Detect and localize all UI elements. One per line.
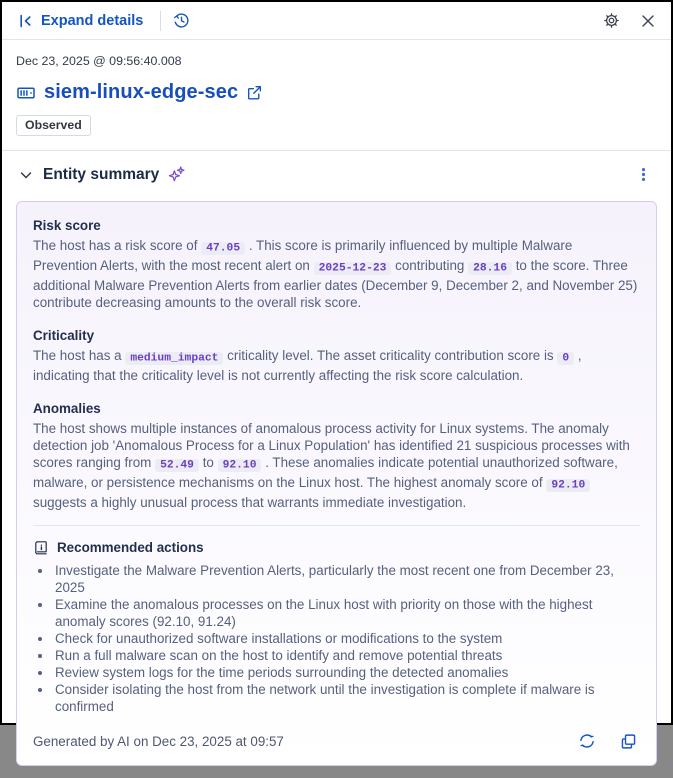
inline-code-value: 92.10 [546,479,590,492]
inline-code-value: 28.16 [468,262,512,275]
inline-code-value: 0 [557,352,574,365]
footer-icons [575,729,640,753]
entity-title-row [16,81,657,104]
section-heading: Criticality [33,328,95,343]
observed-badge: Observed [16,115,91,136]
expand-details-label: Expand details [41,12,144,29]
section-heading: Anomalies [33,401,101,416]
flyout-content [2,40,671,778]
ai-summary-panel [16,201,657,766]
entity-summary-title: Entity summary [43,165,160,183]
section-paragraph: The host has a medium_impact criticality level. The asset criticality contribution score is 0 , indicating that the criticality level is not currently affecting the risk score calculation. [33,348,582,383]
recommended-actions-header [33,539,640,556]
refresh-icon[interactable] [575,729,599,753]
section-paragraph: The host has a risk score of 47.05 . This score is primarily influenced by multiple Malware Prevention Alerts, with the most recent alert on 2025-12-23 contributing 28.16 to the score. Three additional Malware Prevention Alerts from earlier dates (December 9, December 2, and November 25) contribute decreasing amounts to the overall risk score. [33,238,638,310]
panel-footer [33,715,640,753]
recommended-action-item: • Investigate the Malware Prevention Alerts, particularly the most recent one from December 23, 2025 [53,562,640,596]
summary-sections [33,217,640,511]
entity-timestamp: Dec 23, 2025 @ 09:56:40.008 [16,54,182,68]
section-paragraph: The host shows multiple instances of anomalous process activity for Linux systems. The anomaly detection job 'Anomalous Process for a Linux Population' has identified 21 suspicious processes with scores ranging from 52.49 to 92.10 . These anomalies indicate potential unauthorized software, malware, or persistence mechanisms on the Linux host. The highest anomaly score of 92.10 suggests a highly unusual process that warrants immediate investigation. [33,421,630,510]
inline-code-value: 52.49 [155,459,199,472]
section-divider [2,150,671,151]
close-icon[interactable] [637,10,659,32]
inline-code-value: medium_impact [125,352,223,365]
inline-code-value: 92.10 [218,459,262,472]
recommended-action-item: • Examine the anomalous processes on the Linux host with priority on those with the highest anomaly scores (92.10, 91.24) [53,596,640,630]
storage-icon [16,83,36,103]
panel-divider [33,525,640,526]
section-heading: Risk score [33,218,101,233]
gear-icon[interactable] [600,9,623,32]
generated-by-ai-text: Generated by AI on Dec 23, 2025 at 09:57 [33,733,284,749]
expand-details-button[interactable] [10,9,151,33]
flyout-toolbar [2,2,671,40]
inline-code-value: 47.05 [201,242,245,255]
recommended-actions-title: Recommended actions [57,540,204,555]
recommended-action-item: • Review system logs for the time periods surrounding the detected anomalies [53,664,640,681]
sparkles-icon [167,165,186,184]
recommended-action-item: • Consider isolating the host from the network until the investigation is complete if malware is confirmed [53,681,640,715]
popout-icon[interactable] [246,84,263,101]
recommended-action-item: • Run a full malware scan on the host to identify and remove potential threats [53,647,640,664]
copy-icon[interactable] [617,730,640,753]
toolbar-right [600,9,659,32]
recommended-actions-list [33,562,640,715]
book-info-icon [33,540,49,556]
entity-summary-header [16,164,657,185]
recommended-action-item: • Check for unauthorized software installations or modifications to the system [53,630,640,647]
toolbar-divider [160,11,161,31]
arrow-start-icon [18,13,34,29]
chevron-down-icon[interactable] [18,167,34,183]
history-clock-icon[interactable] [170,9,193,32]
entity-name-link[interactable]: siem-linux-edge-sec [44,81,239,103]
inline-code-value: 2025-12-23 [314,262,392,275]
vertical-dots-menu[interactable] [633,164,654,185]
